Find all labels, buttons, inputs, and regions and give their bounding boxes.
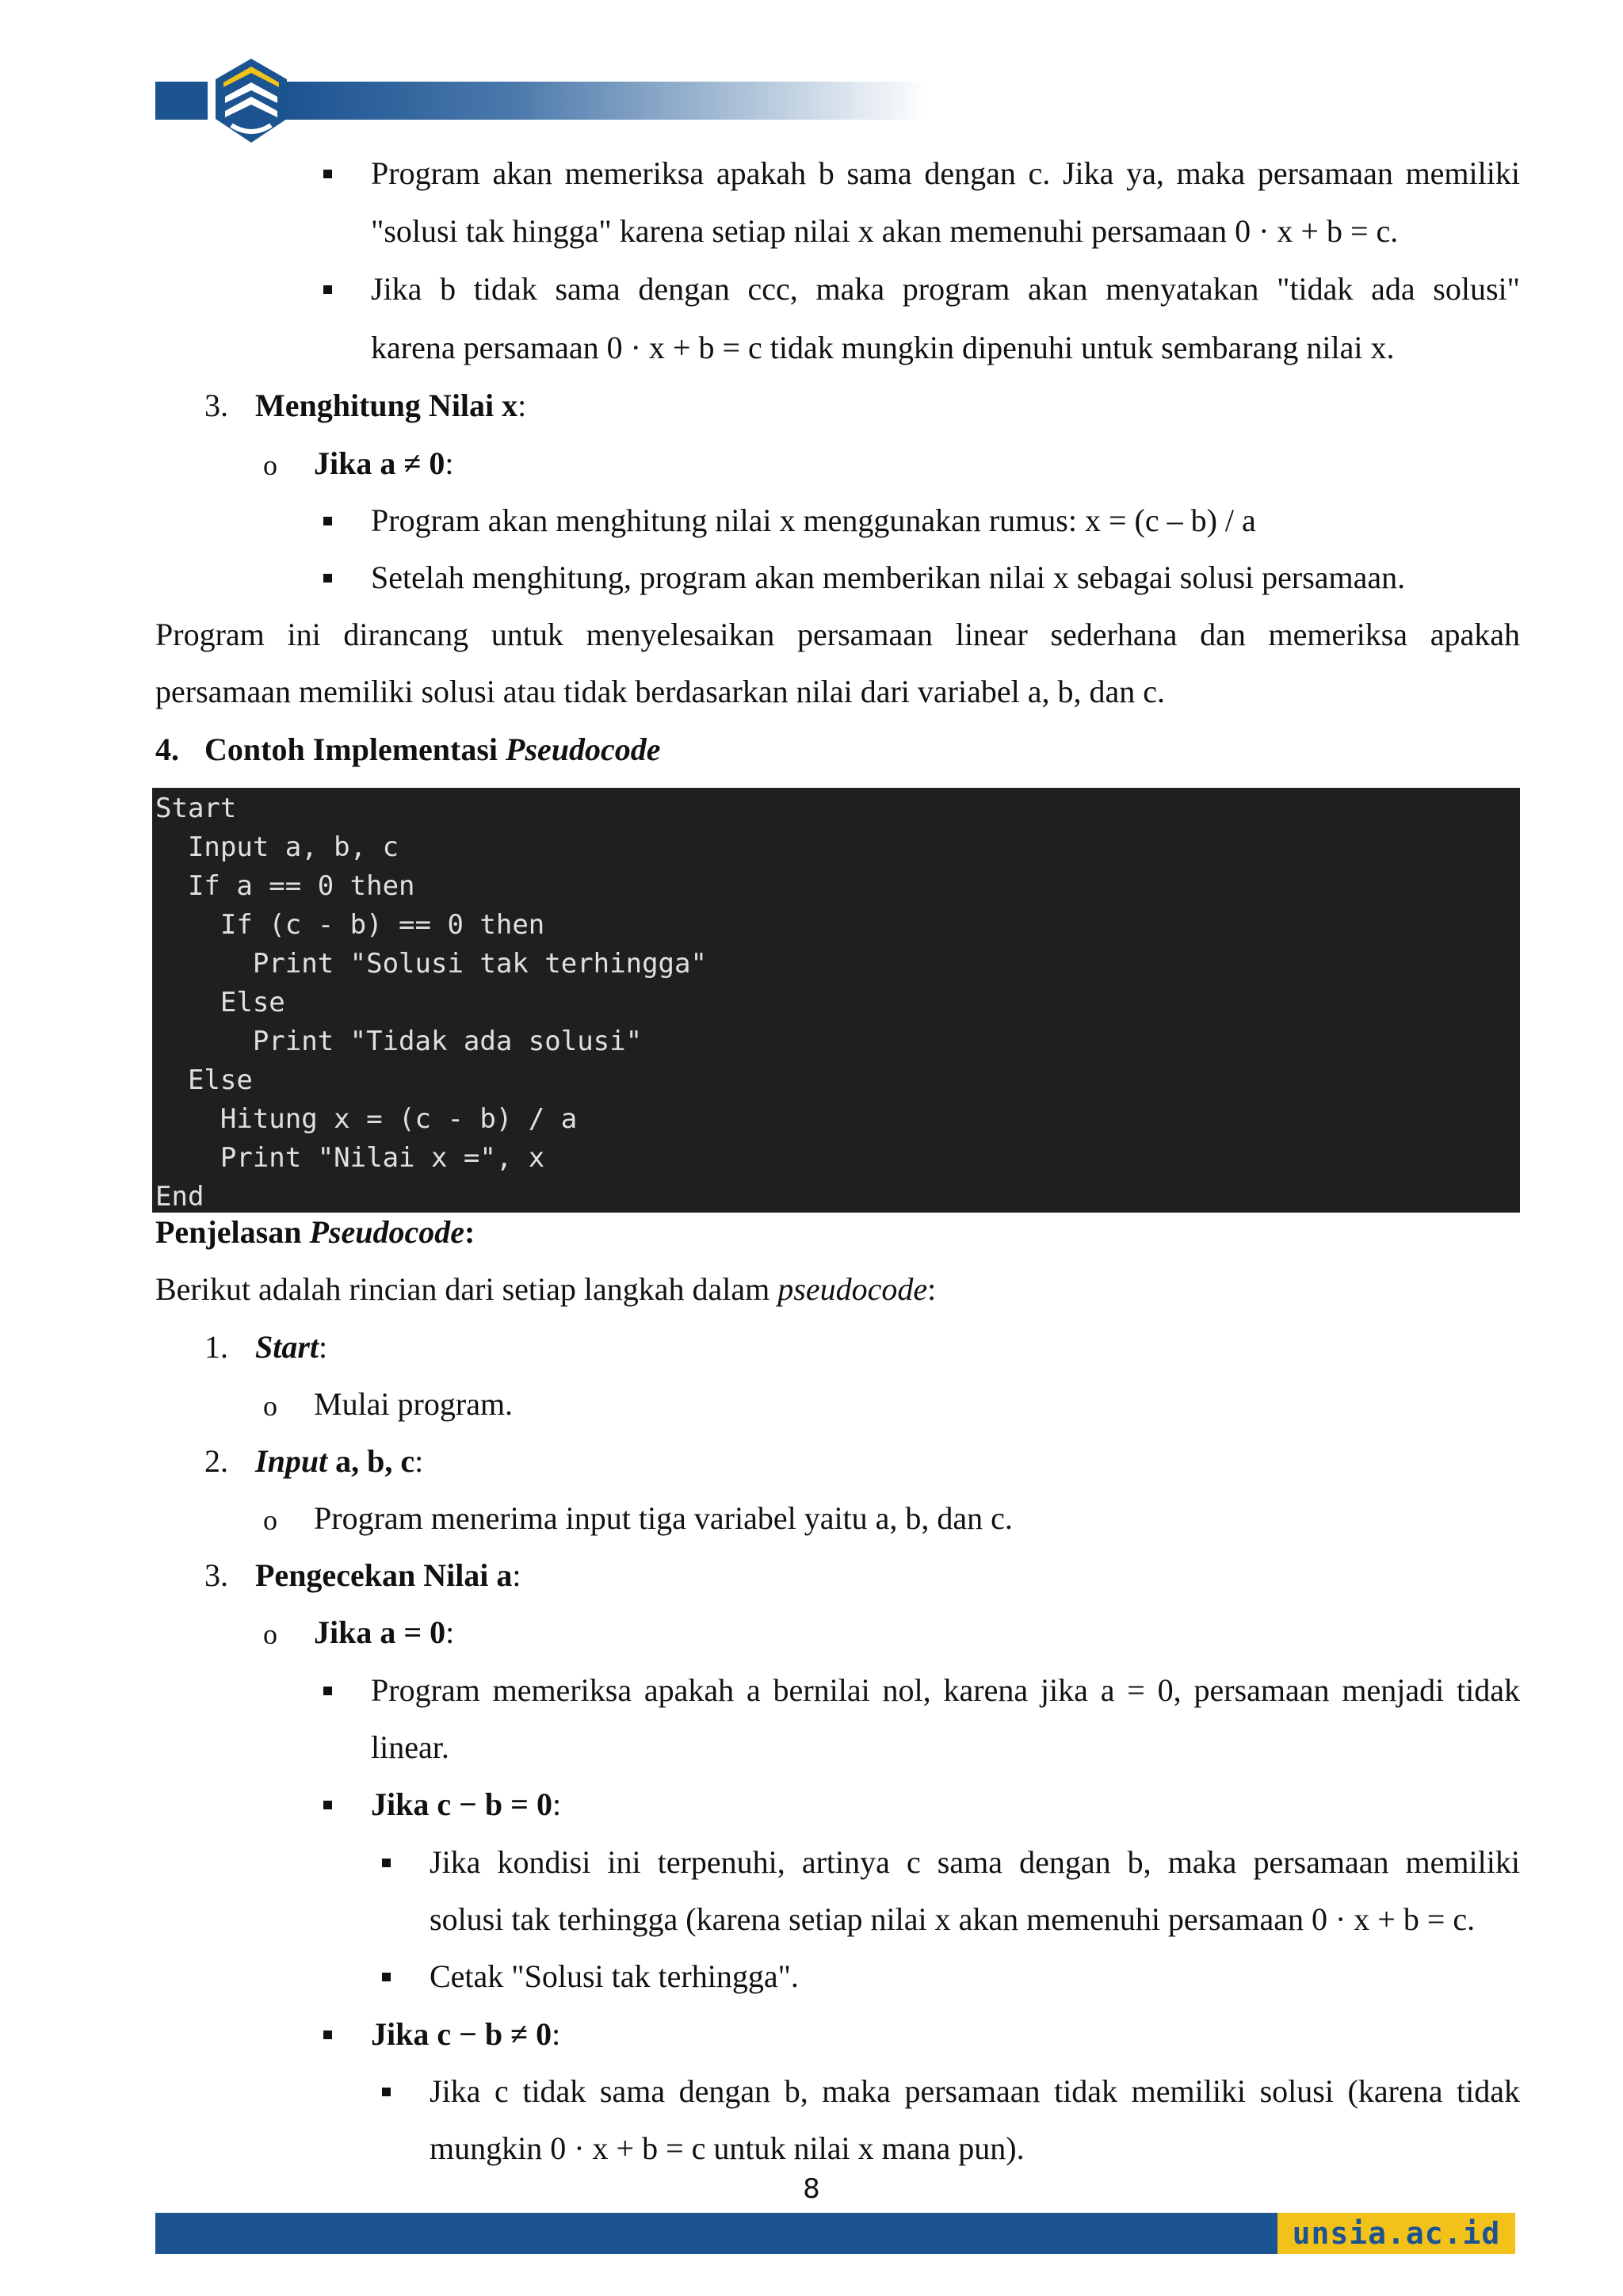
bullet-text: mungkin 0 · x + b = c untuk nilai x mana pun).	[430, 2130, 1025, 2166]
list-number: 2.	[204, 1443, 228, 1479]
bullet-square-icon	[323, 517, 332, 525]
bullet-square-icon	[323, 285, 332, 294]
bullet-text: Setelah menghitung, program akan memberikan nilai x sebagai solusi persamaan.	[371, 560, 1406, 595]
code-line: Else	[155, 1064, 253, 1096]
footer-site-label: unsia.ac.id	[1277, 2213, 1515, 2254]
bullet-text: solusi tak terhingga (karena setiap nilai x akan memenuhi persamaan 0 · x + b = c.	[430, 1901, 1476, 1937]
code-line: Else	[155, 987, 285, 1018]
code-line: Print "Solusi tak terhingga"	[155, 948, 707, 980]
list-heading: Pengecekan Nilai a:	[255, 1557, 521, 1593]
header-gradient-bar	[285, 82, 927, 120]
paragraph-line: persamaan memiliki solusi atau tidak berdasarkan nilai dari variabel a, b, dan c.	[155, 674, 1165, 709]
code-line: Print "Nilai x =", x	[155, 1142, 545, 1174]
list-number: 3.	[204, 388, 228, 423]
bullet-text: Jika b tidak sama dengan ccc, maka program akan menyatakan "tidak ada solusi"	[371, 271, 1520, 307]
code-line: If a == 0 then	[155, 870, 415, 902]
bullet-circle-icon: o	[263, 1504, 277, 1536]
bullet-circle-icon: o	[263, 1618, 277, 1650]
bullet-square-icon	[323, 1801, 332, 1809]
bullet-heading: Jika c − b ≠ 0:	[371, 2016, 561, 2052]
code-line: End	[155, 1181, 204, 1213]
page-number: 8	[803, 2173, 820, 2205]
section-number: 4.	[155, 732, 179, 767]
bullet-square-icon	[382, 1973, 391, 1981]
paragraph-line: Program ini dirancang untuk menyelesaikan persamaan linear sederhana dan memeriksa apakah	[155, 617, 1520, 652]
bullet-circle-icon: o	[263, 449, 277, 481]
bullet-text: Program akan memeriksa apakah b sama dengan c. Jika ya, maka persamaan memiliki	[371, 155, 1520, 191]
bullet-text: "solusi tak hingga" karena setiap nilai x akan memenuhi persamaan 0 · x + b = c.	[371, 213, 1399, 249]
bullet-square-icon	[323, 170, 332, 178]
code-line: Print "Tidak ada solusi"	[155, 1026, 643, 1057]
code-line: Hitung x = (c - b) / a	[155, 1103, 578, 1135]
bullet-heading: Jika c − b = 0:	[371, 1786, 562, 1822]
paragraph-line: Berikut adalah rincian dari setiap langkah dalam pseudocode:	[155, 1271, 937, 1307]
list-number: 3.	[204, 1557, 228, 1593]
bullet-square-icon	[323, 2030, 332, 2039]
bullet-text: Program akan menghitung nilai x menggunakan rumus: x = (c – b) / a	[371, 502, 1256, 538]
bullet-text: Program memeriksa apakah a bernilai nol, karena jika a = 0, persamaan menjadi tidak	[371, 1672, 1520, 1708]
bullet-circle-icon: o	[263, 1390, 277, 1422]
list-number: 1.	[204, 1329, 228, 1365]
bullet-text: karena persamaan 0 · x + b = c tidak mungkin dipenuhi untuk sembarang nilai x.	[371, 330, 1395, 365]
sublist-text: Mulai program.	[314, 1386, 514, 1422]
subheading: Penjelasan Pseudocode:	[155, 1214, 475, 1250]
bullet-text: linear.	[371, 1729, 449, 1765]
code-line: If (c - b) == 0 then	[155, 909, 545, 941]
university-logo-icon	[208, 55, 295, 151]
code-line: Start	[155, 793, 237, 824]
bullet-square-icon	[382, 2088, 391, 2096]
bullet-text: Jika c tidak sama dengan b, maka persamaan tidak memiliki solusi (karena tidak	[430, 2073, 1520, 2109]
list-heading: Menghitung Nilai x:	[255, 388, 527, 423]
sublist-text: Program menerima input tiga variabel yaitu a, b, dan c.	[314, 1500, 1013, 1536]
bullet-square-icon	[382, 1859, 391, 1867]
bullet-square-icon	[323, 1687, 332, 1695]
sublist-heading: Jika a = 0:	[314, 1614, 455, 1650]
bullet-square-icon	[323, 574, 332, 583]
list-heading: Start:	[255, 1329, 328, 1365]
header-bar-left	[155, 82, 208, 120]
footer-bar	[155, 2213, 1277, 2254]
section-heading: Contoh Implementasi Pseudocode	[204, 732, 661, 767]
list-heading: Input a, b, c:	[255, 1443, 424, 1479]
pseudocode-block	[152, 788, 1520, 1213]
sublist-heading: Jika a ≠ 0:	[314, 445, 454, 481]
bullet-text: Jika kondisi ini terpenuhi, artinya c sama dengan b, maka persamaan memiliki	[430, 1844, 1520, 1880]
code-line: Input a, b, c	[155, 831, 399, 863]
bullet-text: Cetak "Solusi tak terhingga".	[430, 1958, 799, 1994]
